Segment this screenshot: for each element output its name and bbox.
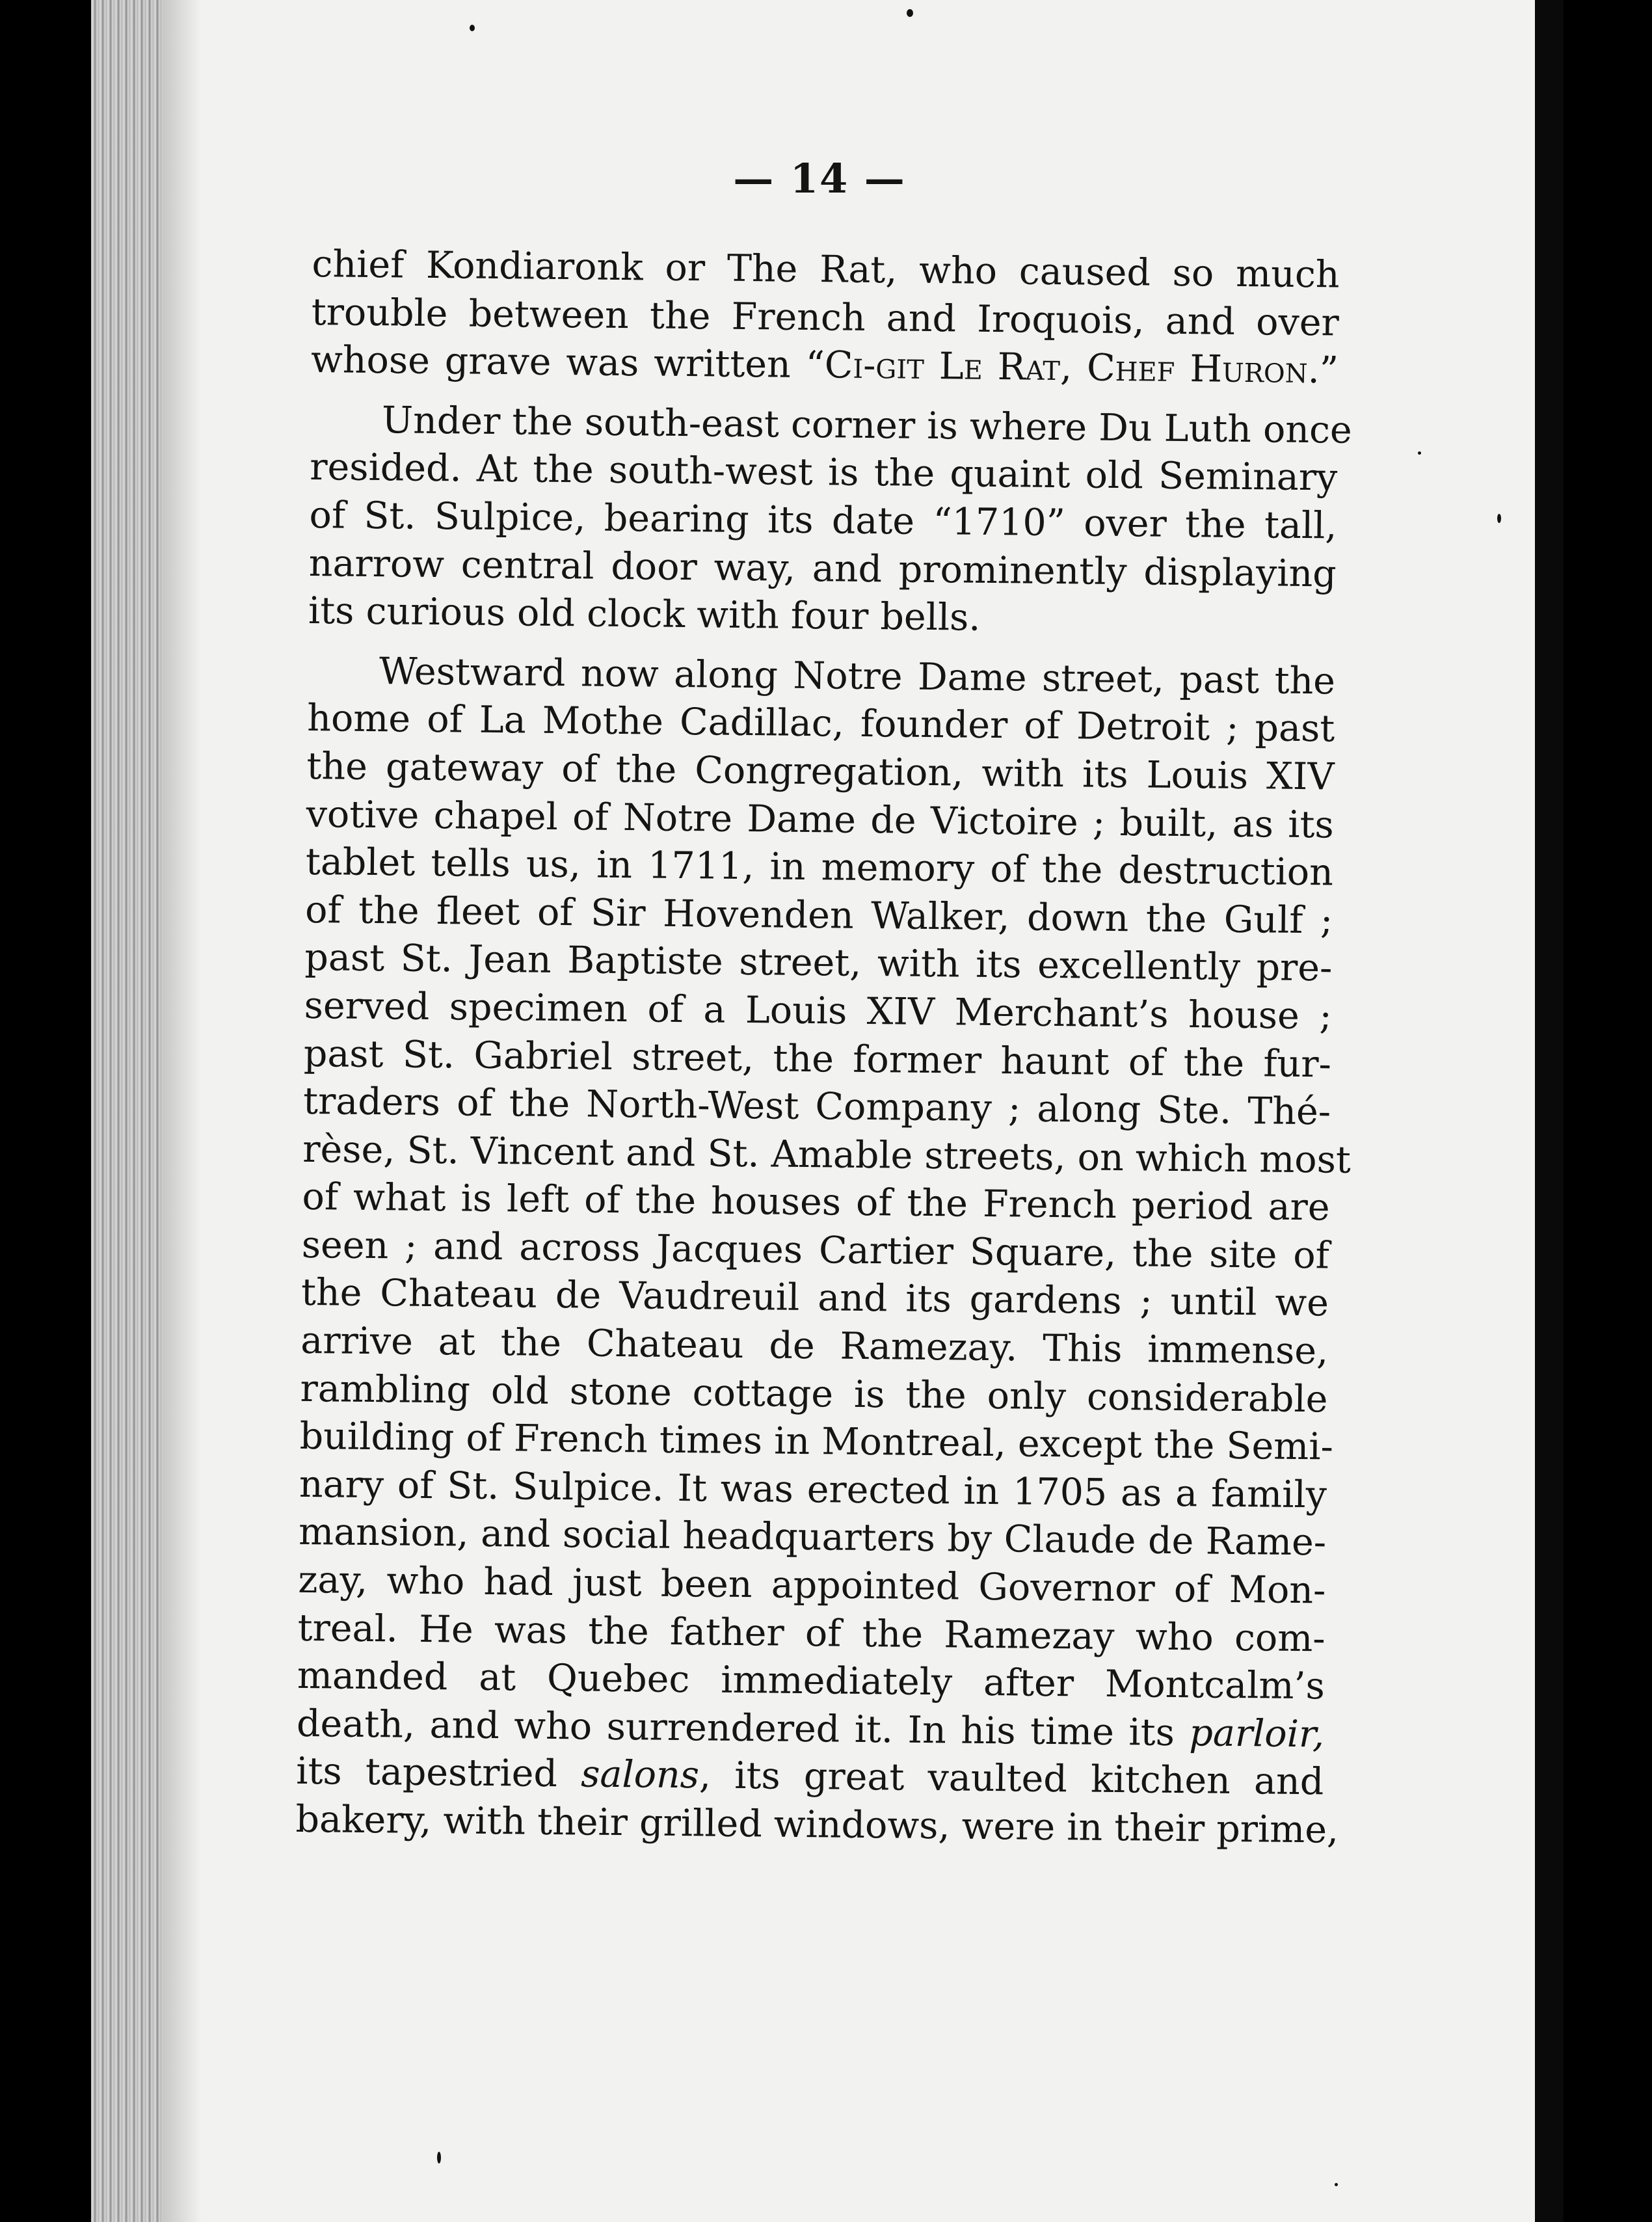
text-line: chief Kondiaronk or The Rat, who caused so much (312, 242, 1340, 297)
text-fragment: ” (1319, 349, 1339, 392)
text-line: past St. Jean Baptiste street, with its excellently pre- (304, 936, 1333, 990)
italic-word: parloir, (1189, 1711, 1325, 1756)
text-line: its curious old clock with four bells. (308, 589, 981, 639)
facing-page-edge (1564, 0, 1652, 2222)
text-line: zay, who had just been appointed Governor of Mon- (298, 1558, 1326, 1613)
text-line: Under the south-east corner is where Du Luth once (381, 398, 1353, 452)
text-line: past St. Gabriel street, the former haunt of the fur- (303, 1032, 1332, 1086)
page-number: — 14 — (733, 155, 906, 202)
text-line: manded at Quebec immediately after Montcalm’s (297, 1654, 1326, 1708)
italic-word: salons (580, 1752, 700, 1797)
speck (437, 2152, 441, 2163)
text-line: of the fleet of Sir Hovenden Walker, down the Gulf ; (304, 888, 1333, 943)
text-line: traders of the North-West Company ; along Ste. Thé- (302, 1080, 1331, 1134)
speck (470, 25, 475, 31)
text-line: narrow central door way, and prominently displaying (308, 541, 1337, 596)
speck (1497, 514, 1501, 523)
paragraph-3 (295, 647, 1352, 1854)
text-fragment: its tapestried (296, 1750, 581, 1796)
page-gutter-shadow (163, 0, 202, 2222)
text-fragment: whose grave was written “ (310, 338, 825, 387)
text-line: votive chapel of Notre Dame de Victoire ; built, as its (306, 792, 1335, 847)
text-fragment: death, and who surrendered it. In his time its (296, 1702, 1190, 1755)
speck (1335, 2183, 1338, 2186)
text-line: mansion, and social headquarters by Claude de Rame- (298, 1510, 1327, 1564)
text-line: the gateway of the Congregation, with its Louis XIV (306, 744, 1335, 799)
body-text (295, 241, 1353, 1854)
text-line: the Chateau de Vaudreuil and its gardens ; until we (300, 1271, 1329, 1325)
right-gutter (1535, 0, 1564, 2222)
text-line: served specimen of a Louis XIV Merchant’s house ; (304, 984, 1332, 1038)
text-line: bakery, with their grilled windows, were in their prime, (295, 1797, 1339, 1852)
text-line: nary of St. Sulpice. It was erected in 1705 as a family (299, 1462, 1327, 1517)
text-line: of St. Sulpice, bearing its date “1710” over the tall, (309, 493, 1337, 548)
text-line: of what is left of the houses of the French period are (302, 1175, 1330, 1229)
text-line: tablet tells us, in 1711, in memory of the destruction (305, 840, 1334, 894)
epitaph-text: Ci-git Le Rat, Chef Huron. (824, 343, 1320, 392)
paragraph-1 (311, 241, 1340, 395)
speck (1418, 451, 1421, 455)
text-line: Westward now along Notre Dame street, past the (379, 649, 1336, 703)
text-line: trouble between the French and Iroquois, and over (311, 290, 1340, 345)
speck (907, 9, 913, 17)
text-line: seen ; and across Jacques Cartier Square, the site of (301, 1223, 1330, 1278)
text-line: rèse, St. Vincent and St. Amable streets, on which most (302, 1127, 1352, 1182)
text-line (311, 336, 1339, 395)
text-line: building of French times in Montreal, except the Semi- (299, 1415, 1334, 1469)
text-line: home of La Mothe Cadillac, founder of Detroit ; past (306, 697, 1335, 751)
text-line: rambling old stone cottage is the only considerable (300, 1367, 1328, 1421)
text-fragment: , its great vaulted kitchen and (699, 1754, 1324, 1804)
text-line: treal. He was the father of the Ramezay who com- (297, 1606, 1326, 1661)
paragraph-2 (308, 396, 1353, 646)
text-line: arrive at the Chateau de Ramezay. This immense, (300, 1318, 1329, 1373)
text-line: resided. At the south-west is the quaint old Seminary (310, 446, 1338, 500)
